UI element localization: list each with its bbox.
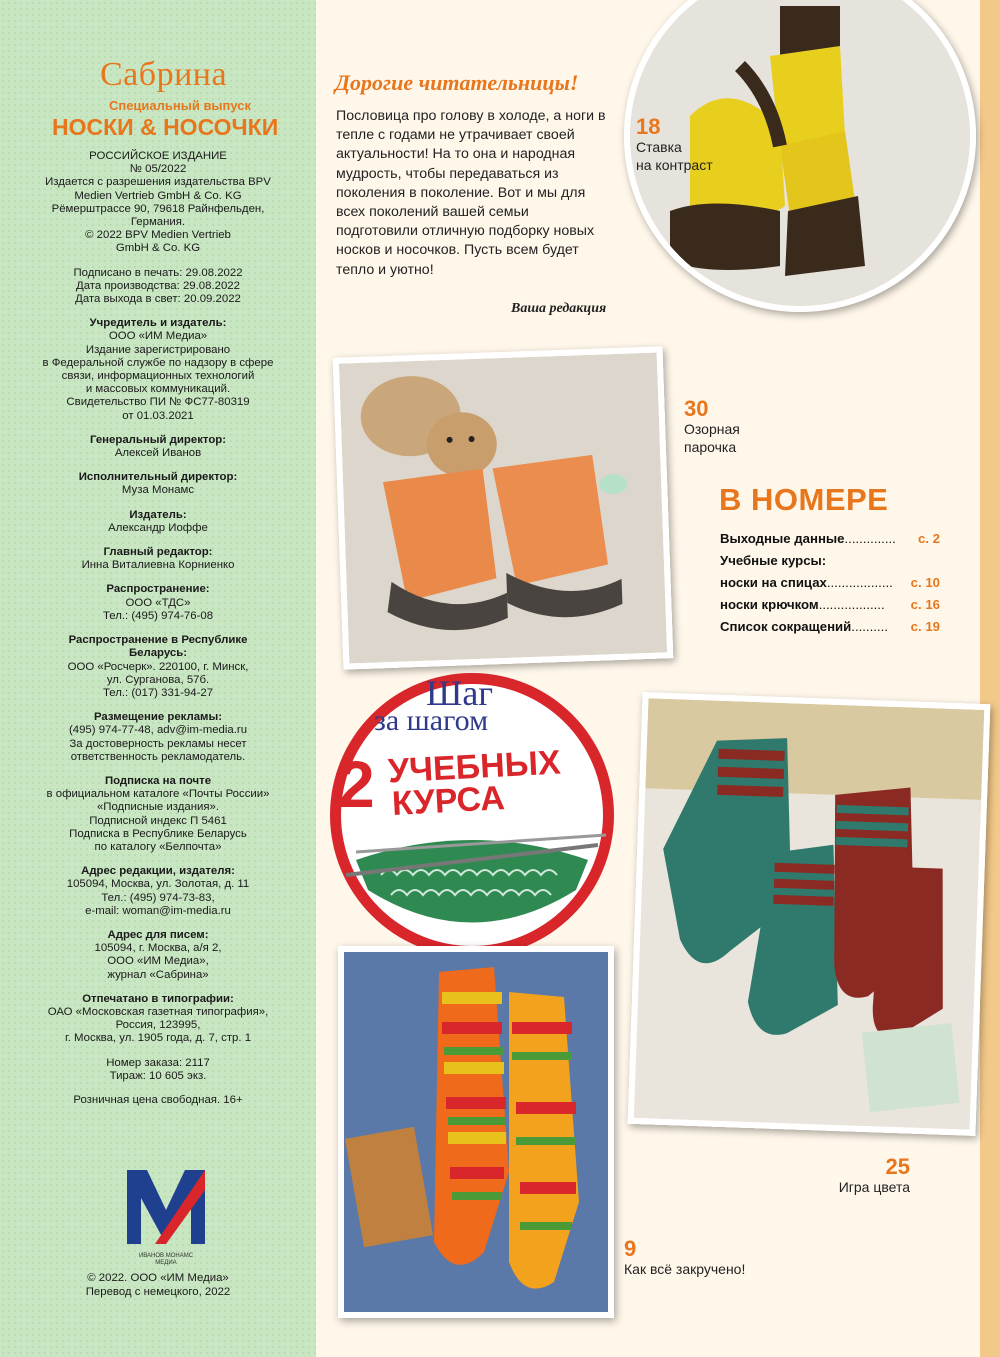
imprint-line: GmbH & Co. KG	[115, 242, 201, 255]
publisher-logo	[125, 1166, 207, 1267]
imprint-line: Medien Vertrieb GmbH & Co. KG	[74, 189, 242, 202]
imprint-section	[40, 1094, 276, 1107]
imprint-section	[40, 434, 276, 460]
imprint-line: Подписка в Республике Беларусь	[69, 827, 247, 840]
issue-title: НОСКИ & НОСОЧКИ	[52, 114, 279, 140]
badge-line-2: за шагом	[374, 704, 489, 737]
teaser-18[interactable]	[636, 116, 713, 174]
teaser-25-title: Игра цвета	[838, 1179, 910, 1195]
imprint-section	[40, 865, 276, 918]
contents-item-page: с. 10	[910, 575, 940, 590]
orange-booties-illustration	[339, 353, 667, 664]
contents-item-label: Учебные курсы:	[720, 553, 827, 568]
imprint-heading: Подписка на почте	[104, 774, 212, 787]
imprint-line: ООО «ИМ Медиа»	[108, 330, 208, 343]
imprint-line: Номер заказа: 2117	[106, 1056, 210, 1069]
imprint-line: Дата производства: 29.08.2022	[76, 279, 240, 292]
imprint-line: «Подписные издания».	[96, 801, 220, 814]
imprint-line: Тел.: (495) 974-73-83,	[101, 891, 215, 904]
imprint-section	[40, 471, 276, 497]
teaser-18-title-1: Ставка	[636, 139, 682, 155]
teaser-30[interactable]	[684, 398, 740, 456]
imprint-heading: Распространение в Республике Беларусь:	[68, 634, 248, 660]
dotted-border	[980, 0, 1000, 1357]
imprint-line: № 05/2022	[129, 163, 187, 176]
imprint-column	[0, 0, 316, 1357]
rainbow-socks-illustration	[344, 952, 608, 1312]
contents-list	[720, 528, 940, 638]
contents-item-page: с. 2	[918, 531, 940, 546]
teaser-9[interactable]	[624, 1238, 745, 1278]
magazine-brand: Сабрина	[100, 56, 228, 93]
imprint-line: в Федеральной службе по надзору в сфере	[42, 356, 274, 369]
imprint-line: Издание зарегистрировано	[85, 343, 231, 356]
imprint-section	[40, 583, 276, 623]
publisher-logo-icon	[125, 1166, 207, 1248]
imprint-line: ОАО «Московская газетная типография»,	[47, 1005, 269, 1018]
badge-number: 2	[338, 747, 375, 821]
imprint-line: За достоверность рекламы несет	[69, 737, 247, 750]
contents-item-leader: ..............	[844, 531, 896, 546]
imprint-line: г. Москва, ул. 1905 года, д. 7, стр. 1	[64, 1032, 252, 1045]
contents-item-leader: ..................	[818, 597, 885, 612]
contents-item-label: носки на спицах	[720, 575, 827, 590]
imprint-section	[40, 150, 276, 256]
contents-item-label: Список сокращений	[720, 619, 852, 634]
photo-striped-socks	[628, 692, 991, 1136]
imprint-line: Инна Виталиевна Корниенко	[81, 559, 235, 572]
teaser-9-title: Как всё закручено!	[624, 1261, 746, 1277]
imprint-section	[40, 993, 276, 1046]
imprint-line: Издается с разрешения издательства BPV	[45, 176, 271, 189]
imprint-section	[40, 634, 276, 700]
issue-subtitle: Специальный выпуск	[108, 98, 252, 113]
imprint-section	[40, 1057, 276, 1083]
imprint-line: Россия, 123995,	[115, 1019, 201, 1032]
contents-item[interactable]	[720, 528, 940, 550]
imprint-line: Муза Монамс	[121, 484, 195, 497]
logo-caption-1: ИВАНОВ МОНАМС	[138, 1253, 194, 1259]
contents-item-leader	[826, 550, 940, 572]
imprint-heading: Адрес редакции, издателя:	[81, 865, 235, 878]
badge-line-3: УЧЕБНЫХ	[387, 743, 562, 791]
contents-item[interactable]	[720, 594, 940, 616]
striped-socks-illustration	[634, 698, 984, 1129]
badge-line-1: Шаг	[426, 673, 494, 713]
teaser-25[interactable]	[828, 1156, 910, 1196]
imprint-section	[40, 711, 276, 764]
tutorial-badge	[326, 670, 618, 960]
contents-item-leader: ..................	[826, 575, 893, 590]
imprint-heading: Главный редактор:	[103, 546, 213, 559]
contents-item[interactable]	[720, 550, 940, 572]
imprint-line: Дата выхода в свет: 20.09.2022	[75, 293, 241, 306]
contents-item-label: носки крючком	[720, 597, 819, 612]
imprint-heading: Распространение:	[106, 583, 210, 596]
intro-signature: Ваша редакция	[511, 301, 607, 316]
imprint-line: Тел.: (495) 974-76-08	[102, 609, 214, 622]
imprint-block	[40, 150, 276, 1118]
imprint-heading: Генеральный директор:	[89, 433, 227, 446]
imprint-line: Алексей Иванов	[114, 447, 202, 460]
imprint-line: ООО «ТДС»	[125, 596, 191, 609]
teaser-18-title-2: на контраст	[636, 157, 713, 173]
contents-item-page: с. 19	[910, 619, 940, 634]
imprint-line: ООО «Росчерк». 220100, г. Минск,	[67, 660, 249, 673]
imprint-section	[40, 267, 276, 307]
imprint-line: (495) 974-77-48, adv@im-media.ru	[68, 724, 248, 737]
imprint-heading: Учредитель и издатель:	[89, 317, 227, 330]
imprint-line: Тел.: (017) 331-94-27	[102, 686, 214, 699]
imprint-section	[40, 775, 276, 854]
imprint-line: © 2022 BPV Medien Vertrieb	[85, 229, 231, 242]
imprint-line: в официальном каталоге «Почты России»	[46, 788, 270, 801]
imprint-line: от 01.03.2021	[122, 409, 194, 422]
translation-line: Перевод с немецкого, 2022	[85, 1285, 231, 1298]
imprint-line: 105094, г. Москва, а/я 2,	[94, 942, 222, 955]
teaser-30-page: 30	[684, 396, 709, 421]
imprint-line: и массовых коммуникаций.	[85, 383, 231, 396]
contents-item-leader: ..........	[851, 619, 888, 634]
imprint-line: связи, информационных технологий	[61, 370, 255, 383]
imprint-line: Рёмерштрассе 90, 79618 Райнфельден,	[51, 202, 265, 215]
imprint-line: РОССИЙСКОЕ ИЗДАНИЕ	[89, 150, 227, 162]
imprint-heading: Адрес для писем:	[107, 928, 209, 941]
logo-caption-2: МЕДИА	[155, 1260, 177, 1266]
teaser-25-page: 25	[885, 1154, 910, 1179]
imprint-line: 105094, Москва, ул. Золотая, д. 11	[66, 878, 250, 891]
imprint-line: ООО «ИМ Медиа»,	[107, 955, 209, 968]
imprint-line: Подписано в печать: 29.08.2022	[73, 266, 243, 279]
imprint-line: Свидетельство ПИ № ФС77-80319	[66, 396, 250, 409]
imprint-line: ул. Сурганова, 57б.	[106, 673, 210, 686]
contents-item-label: Выходные данные	[720, 531, 845, 546]
imprint-line: Германия.	[130, 216, 186, 229]
imprint-line: журнал «Сабрина»	[107, 968, 209, 981]
contents-item[interactable]	[720, 616, 940, 638]
imprint-line: Александр Иоффе	[108, 521, 208, 534]
imprint-section	[40, 317, 276, 423]
imprint-line: по каталогу «Белпочта»	[94, 840, 222, 853]
imprint-line: e-mail: woman@im-media.ru	[85, 904, 231, 917]
imprint-line: ответственность рекламодатель.	[70, 750, 246, 763]
photo-orange-booties	[333, 346, 674, 669]
teaser-18-page: 18	[636, 114, 661, 139]
photo-rainbow-socks	[338, 946, 614, 1318]
imprint-heading: Размещение рекламы:	[93, 711, 223, 724]
contents-item-page: с. 16	[910, 597, 940, 612]
copyright-line: © 2022. ООО «ИМ Медиа»	[87, 1272, 229, 1284]
imprint-section	[40, 546, 276, 572]
copyright-footer	[40, 1272, 276, 1299]
contents-heading: В НОМЕРЕ	[719, 482, 889, 517]
imprint-line: Подписной индекс П 5461	[89, 814, 227, 827]
imprint-heading: Издатель:	[129, 508, 187, 521]
imprint-line: Тираж: 10 605 экз.	[109, 1069, 207, 1082]
imprint-section	[40, 929, 276, 982]
imprint-heading: Отпечатано в типографии:	[82, 992, 234, 1005]
badge-line-4: КУРСА	[391, 779, 506, 823]
intro-text: Пословица про голову в холоде, а ноги в тепле с годами не утрачивает своей актуальности! На то она и народная мудрость, чтобы передаваться из поколения в поколение. Вот и мы для всех поколений вашей семьи подготовили отличную подборку новых носков и носочков. Пусть всем будет тепло и уютно!	[336, 108, 606, 278]
imprint-heading: Исполнительный директор:	[78, 471, 238, 484]
teaser-30-title-1: Озорная	[684, 421, 740, 437]
teaser-9-page: 9	[624, 1236, 637, 1261]
contents-item[interactable]	[720, 572, 940, 594]
teaser-30-title-2: парочка	[684, 439, 737, 455]
imprint-section	[40, 509, 276, 535]
intro-heading: Дорогие читательницы!	[335, 70, 579, 95]
imprint-line: Розничная цена свободная. 16+	[73, 1093, 243, 1106]
